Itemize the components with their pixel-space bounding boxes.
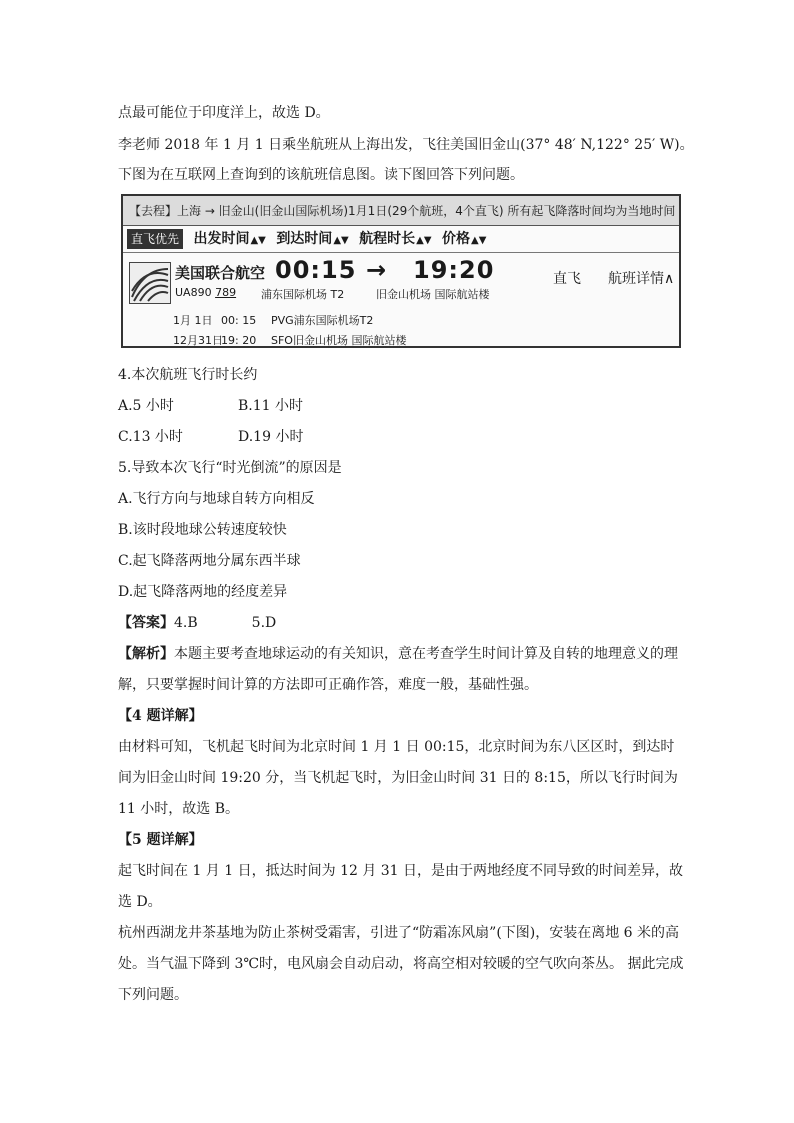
arrival-time: 19:20 <box>413 256 495 284</box>
airline-logo-icon <box>129 262 171 304</box>
segment-date: 12月31日 <box>173 334 223 347</box>
detail-5-text: 起飞时间在 1 月 1 日，抵达时间为 12 月 31 日，是由于两地经度不同导致的时间差异，故选 D。 <box>118 863 684 910</box>
sort-arrows-icon: ▲▼ <box>250 235 266 246</box>
analysis-text: 本题主要考查地球运动的有关知识，意在考查学生时间计算及自转的地理意义的理解，只要掌握时间计算的方法即可正确作答，难度一般，基础性强。 <box>118 646 678 693</box>
departure-time: 00:15 <box>275 256 357 284</box>
analysis-paragraph <box>118 639 688 701</box>
question-5-option-c: C.起飞降落两地分属东西半球 <box>118 553 301 569</box>
segment-time: 00: 15 <box>221 314 257 327</box>
detail-4-heading: 【4 题详解】 <box>118 708 203 724</box>
flight-number: UA890 789 <box>175 286 237 299</box>
flight-type: 直飞 <box>553 271 581 287</box>
next-material-paragraph: 杭州西湖龙井茶基地为防止茶树受霜害，引进了“防霜冻风扇”(下图)，安装在离地 6 米的高处。当气温下降到 3℃时，电风扇会自动启动，将高空相对较暖的空气吹向茶丛。 据此完成下列问题。 <box>118 925 684 1003</box>
question-4-option-d: D.19 小时 <box>238 429 304 445</box>
answer-line <box>118 613 276 633</box>
answer-5: 5.D <box>251 615 277 631</box>
question-5-option-d: D.起飞降落两地的经度差异 <box>118 584 288 600</box>
detail-5-heading: 【5 题详解】 <box>118 832 203 848</box>
arrival-airport: 旧金山机场 国际航站楼 <box>376 288 490 301</box>
sort-price[interactable]: 价格▲▼ <box>442 231 487 247</box>
sort-duration[interactable]: 航程时长▲▼ <box>359 231 432 247</box>
question-4-option-a: A.5 小时 <box>118 398 174 414</box>
question-5-stem: 5.导致本次飞行“时光倒流”的原因是 <box>118 460 342 476</box>
sort-arrows-icon: ▲▼ <box>333 235 349 246</box>
page-line-3: 下图为在互联网上查询到的该航班信息图。读下图回答下列问题。 <box>118 167 524 183</box>
page-line-2: 李老师 2018 年 1 月 1 日乘坐航班从上海出发，飞往美国旧金山(37° 48′ N,122° 25′ W)。 <box>118 137 694 153</box>
segment-row <box>173 312 373 328</box>
answer-4: 4.B <box>174 615 198 631</box>
segment-place: PVG浦东国际机场T2 <box>271 314 374 327</box>
flight-info-card <box>121 194 681 348</box>
question-5-option-a: A.飞行方向与地球自转方向相反 <box>118 491 315 507</box>
aircraft-type-link[interactable]: 789 <box>215 286 237 299</box>
sort-departure-time[interactable]: 出发时间▲▼ <box>193 231 266 247</box>
question-4-option-b: B.11 小时 <box>238 398 304 414</box>
airline-name: 美国联合航空 <box>175 264 266 282</box>
segment-row <box>173 332 406 348</box>
sort-arrows-icon: ▲▼ <box>471 235 487 246</box>
segment-place: SFO旧金山机场 国际航站楼 <box>271 334 407 347</box>
question-5-option-b: B.该时段地球公转速度较快 <box>118 522 287 538</box>
segment-date: 1月 1日 <box>173 314 213 327</box>
page-line-1: 点最可能位于印度洋上，故选 D。 <box>118 105 330 121</box>
sort-arrival-time[interactable]: 到达时间▲▼ <box>276 231 349 247</box>
sort-arrows-icon: ▲▼ <box>416 235 432 246</box>
sort-bar <box>123 226 679 253</box>
flight-details-toggle[interactable]: 航班详情∧ <box>608 271 675 287</box>
detail-4-text: 由材料可知，飞机起飞时间为北京时间 1 月 1 日 00:15，北京时间为东八区区时，到达时间为旧金山时间 19:20 分，当飞机起飞时，为旧金山时间 31 日的 8:15，所以飞行时间为 11 小时，故选 B。 <box>118 739 678 817</box>
direct-first-button[interactable]: 直飞优先 <box>127 229 183 249</box>
question-4-option-c: C.13 小时 <box>118 429 183 445</box>
route-bar: 【去程】上海 → 旧金山(旧金山国际机场)1月1日(29个航班，4个直飞) 所有起飞降落时间均为当地时间 <box>123 196 679 226</box>
analysis-label: 【解析】 <box>118 646 174 662</box>
question-4-stem: 4.本次航班飞行时长约 <box>118 367 258 383</box>
departure-airport: 浦东国际机场 T2 <box>261 288 345 301</box>
arrow-right-icon: → <box>366 256 387 284</box>
segment-time: 19: 20 <box>221 334 257 347</box>
answer-label: 【答案】 <box>118 615 174 631</box>
